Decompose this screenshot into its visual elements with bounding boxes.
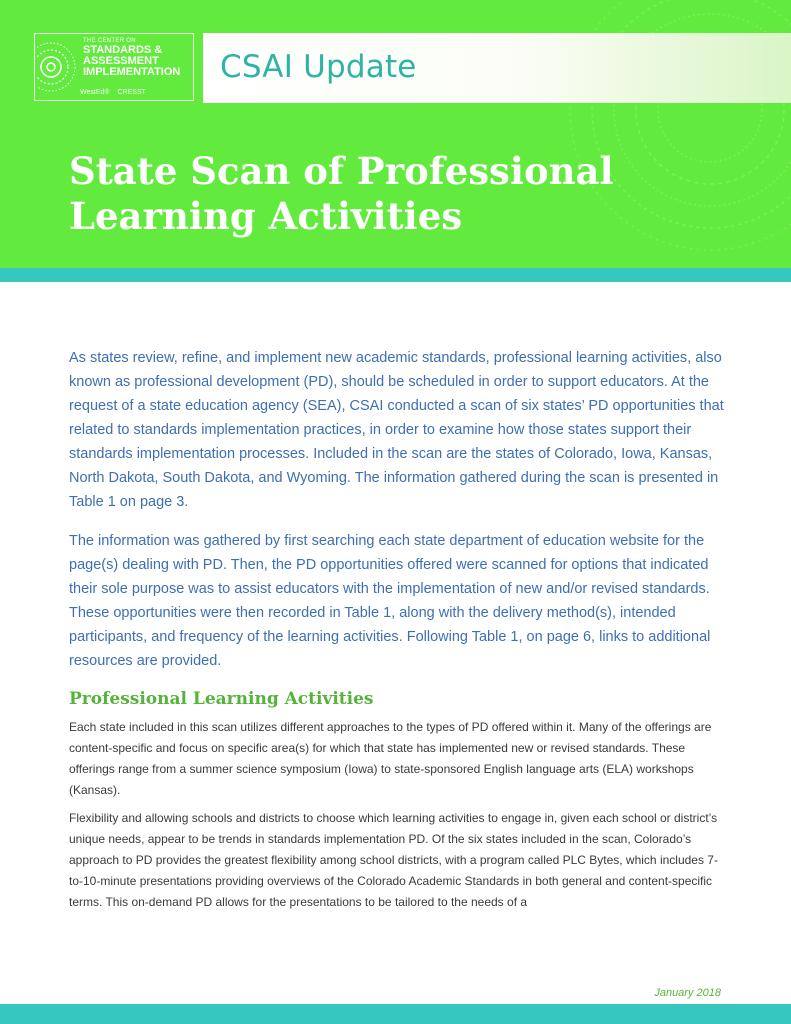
logo-line-assessment: ASSESSMENT: [83, 55, 159, 67]
page-title: [69, 149, 669, 239]
page-title-line-2: Learning Activities: [69, 194, 463, 238]
intro-paragraph-1: As states review, refine, and implement new academic standards, professional learning activities, also known as professional development (PD), should be scheduled in order to support educators. At the request of a state education agency (SEA), CSAI conducted a scan of six states’ PD opportunities that related to standards implementation practices, in order to examine how those states support their standards implementation processes. Included in the scan are the states of Colorado, Iowa, Kansas, North Dakota, South Dakota, and Wyoming. The information gathered during the scan is presented in Table 1 on page 3.: [69, 350, 724, 510]
header-banner: [0, 0, 791, 268]
partner-wested: WestEd®: [80, 89, 110, 96]
logo-line-implementation: IMPLEMENTATION: [83, 66, 181, 78]
body-paragraph-1: Each state included in this scan utilizes different approaches to the types of PD offered within it. Many of the offerings are content-specific and focus on specific area(s) for which that state has implemented new or revised standards. These offerings range from a summer science symposium (Iowa) to state-sponsored English language arts (ELA) workshops (Kansas).: [69, 720, 712, 797]
intro-paragraph-2: The information was gathered by first searching each state department of education website for the page(s) dealing with PD. Then, the PD opportunities offered were scanned for options that indicated their sole purpose was to assist educators with the implementation of new and/or revised standards. These opportunities were then recorded in Table 1, along with the delivery method(s), intended participants, and frequency of the learning activities. Following Table 1, on page 6, links to additional resources are provided.: [69, 533, 711, 669]
footer-bar: [0, 1004, 791, 1024]
header-divider-stripe: [0, 268, 791, 282]
partner-cresst: CRESST: [117, 89, 146, 96]
footer-date: January 2018: [654, 987, 721, 999]
logo-rings-icon: [37, 36, 83, 98]
logo-line-standards: STANDARDS &: [83, 44, 163, 56]
page-title-line-1: State Scan of Professional: [69, 149, 614, 193]
logo-partners: [80, 89, 152, 96]
body-paragraph-2: Flexibility and allowing schools and districts to choose which learning activities to engage in, given each school or district’s unique needs, appear to be trends in standards implementation PD. Of the six states included in the scan, Colorado’s approach to PD provides the greatest flexibility among school districts, with a program called PLC Bytes, which includes 7-to-10-minute presentations providing overviews of the Colorado Academic Standards in both general and content-specific terms. This on-demand PD allows for the presentations to be tailored to the needs of a: [69, 811, 718, 909]
update-label-bar: [203, 33, 791, 103]
section-heading: Professional Learning Activities: [69, 689, 374, 709]
update-label: CSAI Update: [220, 49, 417, 85]
logo-tagline: THE CENTER ON: [83, 38, 136, 44]
